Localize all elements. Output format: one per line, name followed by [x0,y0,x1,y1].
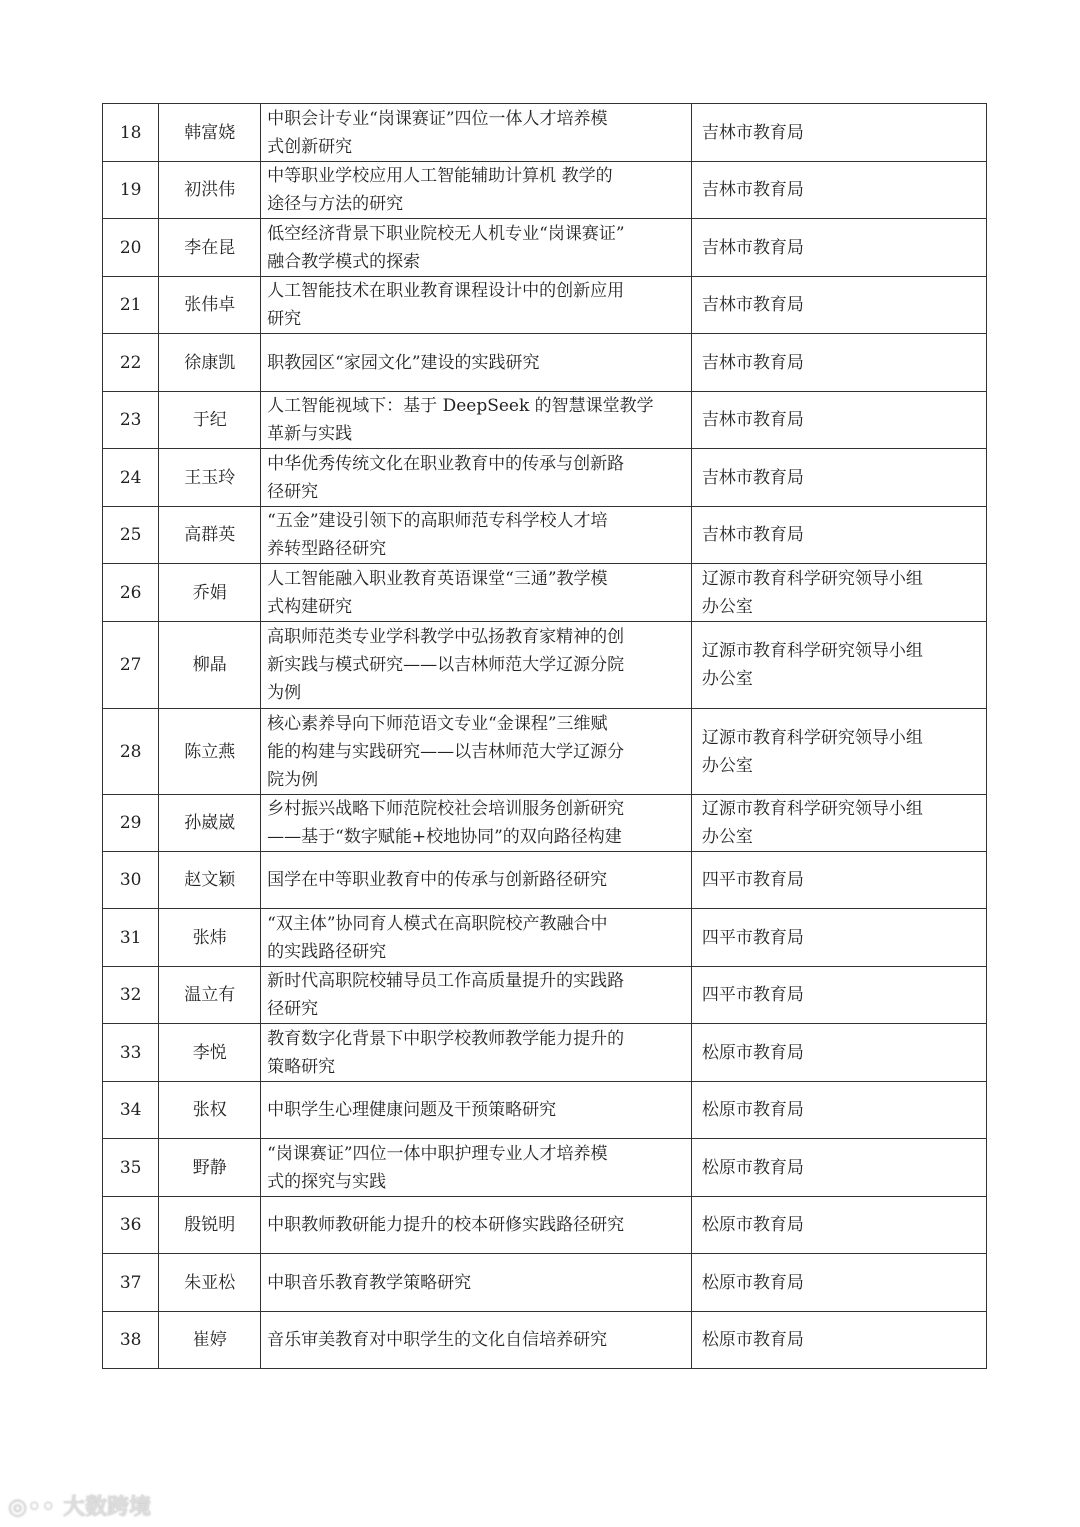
organization-line: 吉林市教育局 [701,180,804,200]
project-title-line: 新实践与模式研究——以吉林师范大学辽源分院 [267,655,625,675]
project-title-line: 研究 [267,309,302,329]
organization [691,219,986,277]
row-number: 22 [103,334,159,392]
project-title-line: 高职师范类专业学科教学中弘扬教育家精神的创 [267,627,625,647]
project-title-line: 核心素养导向下师范语文专业“金课程”三维赋 [267,713,608,734]
project-title [261,1139,692,1197]
table-row [103,449,987,507]
table-row [103,104,987,162]
project-title-line: 式构建研究 [267,596,353,617]
project-title-line: 中等职业学校应用人工智能辅助计算机 教学的 [267,166,613,186]
organization-line: 松原市教育局 [701,1042,804,1063]
organization-line: 办公室 [701,596,753,617]
project-title-line: 式的探究与实践 [267,1171,387,1192]
row-number: 29 [103,795,159,852]
project-title-line: 革新与实践 [267,424,353,444]
row-number: 24 [103,449,159,507]
table-row [103,564,987,622]
researcher-name: 李悦 [159,1024,261,1082]
project-title [261,564,692,622]
row-number: 32 [103,967,159,1024]
table-row [103,1254,987,1312]
row-number: 31 [103,909,159,967]
researcher-name: 温立有 [159,967,261,1024]
organization [691,1197,986,1254]
organization-line: 吉林市教育局 [701,237,804,258]
organization-line: 四平市教育局 [701,985,804,1005]
project-title-line: 新时代高职院校辅导员工作高质量提升的实践路 [267,971,625,991]
project-list-table [102,103,987,1369]
organization-line: 松原市教育局 [701,1215,804,1235]
project-title-line: ——基于“数字赋能+校地协同”的双向路径构建 [267,827,622,847]
project-title [261,162,692,219]
organization [691,449,986,507]
row-number: 28 [103,709,159,795]
project-title-line: 策略研究 [267,1056,336,1077]
project-title [261,622,692,709]
researcher-name: 于纪 [159,392,261,449]
table-row [103,1082,987,1139]
row-number: 19 [103,162,159,219]
project-title-line: 中职学生心理健康问题及干预策略研究 [267,1100,557,1120]
project-title-line: “五金”建设引领下的高职师范专科学校人才培 [267,511,608,531]
project-title [261,909,692,967]
row-number: 38 [103,1312,159,1369]
table-row [103,334,987,392]
organization-line: 松原市教育局 [701,1330,804,1350]
project-title [261,219,692,277]
row-number: 36 [103,1197,159,1254]
table-row [103,392,987,449]
organization-line: 吉林市教育局 [701,122,804,143]
organization-line: 辽源市教育科学研究领导小组 [701,641,923,661]
researcher-name: 张炜 [159,909,261,967]
researcher-name: 崔婷 [159,1312,261,1369]
organization-line: 吉林市教育局 [701,525,804,545]
organization [691,104,986,162]
project-title-line: 融合教学模式的探索 [267,251,421,272]
project-title [261,1082,692,1139]
organization-line: 四平市教育局 [701,927,804,948]
table-row [103,852,987,909]
project-title-line: 养转型路径研究 [267,539,387,559]
organization [691,564,986,622]
project-title-line: 途径与方法的研究 [267,194,404,214]
organization [691,1024,986,1082]
table-row [103,1197,987,1254]
project-title [261,795,692,852]
project-title [261,967,692,1024]
row-number: 34 [103,1082,159,1139]
project-title [261,507,692,564]
organization-line: 吉林市教育局 [701,467,804,488]
table-row [103,219,987,277]
researcher-name: 赵文颖 [159,852,261,909]
researcher-name: 朱亚松 [159,1254,261,1312]
organization-line: 办公室 [701,755,753,776]
project-title [261,1312,692,1369]
researcher-name: 张权 [159,1082,261,1139]
project-title-line: 国学在中等职业教育中的传承与创新路径研究 [267,870,608,890]
organization [691,1139,986,1197]
project-title [261,277,692,334]
researcher-name: 张伟卓 [159,277,261,334]
project-title-line: 中职教师教研能力提升的校本研修实践路径研究 [267,1215,625,1235]
organization [691,909,986,967]
row-number: 25 [103,507,159,564]
researcher-name: 徐康凯 [159,334,261,392]
row-number: 21 [103,277,159,334]
project-title-line: 乡村振兴战略下师范院校社会培训服务创新研究 [267,799,625,819]
project-title [261,104,692,162]
researcher-name: 韩富娆 [159,104,261,162]
researcher-name: 初洪伟 [159,162,261,219]
organization [691,1254,986,1312]
table-row [103,967,987,1024]
table-row [103,622,987,709]
researcher-name: 乔娟 [159,564,261,622]
row-number: 37 [103,1254,159,1312]
table-row [103,795,987,852]
organization-line: 四平市教育局 [701,870,804,890]
organization [691,709,986,795]
organization-line: 办公室 [701,827,753,847]
row-number: 18 [103,104,159,162]
row-number: 30 [103,852,159,909]
researcher-name: 孙崴崴 [159,795,261,852]
organization-line: 办公室 [701,669,753,689]
organization [691,392,986,449]
watermark-text: 大数跨境 [62,1495,151,1520]
table-row [103,162,987,219]
organization [691,277,986,334]
row-number: 33 [103,1024,159,1082]
researcher-name: 野静 [159,1139,261,1197]
organization [691,1312,986,1369]
project-title-line: 中华优秀传统文化在职业教育中的传承与创新路 [267,453,625,474]
project-title [261,1254,692,1312]
researcher-name: 王玉玲 [159,449,261,507]
organization-line: 辽源市教育科学研究领导小组 [701,799,923,819]
row-number: 26 [103,564,159,622]
project-title-line: 能的构建与实践研究——以吉林师范大学辽源分 [267,741,625,762]
project-title [261,449,692,507]
organization-line: 吉林市教育局 [701,410,804,430]
organization [691,967,986,1024]
organization [691,162,986,219]
organization-line: 吉林市教育局 [701,295,804,315]
project-title-line: 音乐审美教育对中职学生的文化自信培养研究 [267,1330,608,1350]
organization-line: 辽源市教育科学研究领导小组 [701,568,923,589]
row-number: 20 [103,219,159,277]
project-title [261,334,692,392]
researcher-name: 陈立燕 [159,709,261,795]
project-title-line: 人工智能融入职业教育英语课堂“三通”教学模 [267,568,608,589]
watermark-logo: ◎◦◦ 大数跨境 [8,1495,151,1520]
table-row [103,507,987,564]
row-number: 35 [103,1139,159,1197]
project-title-line: 院为例 [267,769,319,790]
researcher-name: 高群英 [159,507,261,564]
project-title-line: 人工智能视域下：基于 DeepSeek 的智慧课堂教学 [267,396,654,416]
table-row [103,1312,987,1369]
project-title-line: 教育数字化背景下中职学校教师教学能力提升的 [267,1028,625,1049]
project-title-line: 中职会计专业“岗课赛证”四位一体人才培养模 [267,108,608,129]
organization-line: 松原市教育局 [701,1100,804,1120]
table-row [103,1139,987,1197]
row-number: 23 [103,392,159,449]
project-title [261,852,692,909]
project-title [261,1197,692,1254]
organization [691,852,986,909]
organization [691,1082,986,1139]
organization [691,795,986,852]
table-row [103,909,987,967]
project-title-line: 职教园区“家园文化”建设的实践研究 [267,352,540,373]
project-title [261,709,692,795]
organization [691,507,986,564]
project-title-line: “岗课赛证”四位一体中职护理专业人才培养模 [267,1143,608,1164]
table-row [103,709,987,795]
project-title-line: 径研究 [267,481,319,502]
organization-line: 松原市教育局 [701,1157,804,1178]
project-title-line: 式创新研究 [267,136,353,157]
project-title-line: 径研究 [267,999,319,1019]
organization-line: 吉林市教育局 [701,352,804,373]
organization-line: 辽源市教育科学研究领导小组 [701,727,923,748]
organization [691,622,986,709]
project-title-line: 人工智能技术在职业教育课程设计中的创新应用 [267,281,625,301]
researcher-name: 殷锐明 [159,1197,261,1254]
row-number: 27 [103,622,159,709]
project-title [261,1024,692,1082]
organization [691,334,986,392]
project-title-line: 的实践路径研究 [267,941,387,962]
project-title-line: 低空经济背景下职业院校无人机专业“岗课赛证” [267,223,625,244]
table-row [103,1024,987,1082]
project-title [261,392,692,449]
table-row [103,277,987,334]
project-title-line: “双主体”协同育人模式在高职院校产教融合中 [267,913,608,934]
project-title-line: 为例 [267,683,302,703]
researcher-name: 李在昆 [159,219,261,277]
researcher-name: 柳晶 [159,622,261,709]
project-title-line: 中职音乐教育教学策略研究 [267,1272,472,1293]
organization-line: 松原市教育局 [701,1272,804,1293]
